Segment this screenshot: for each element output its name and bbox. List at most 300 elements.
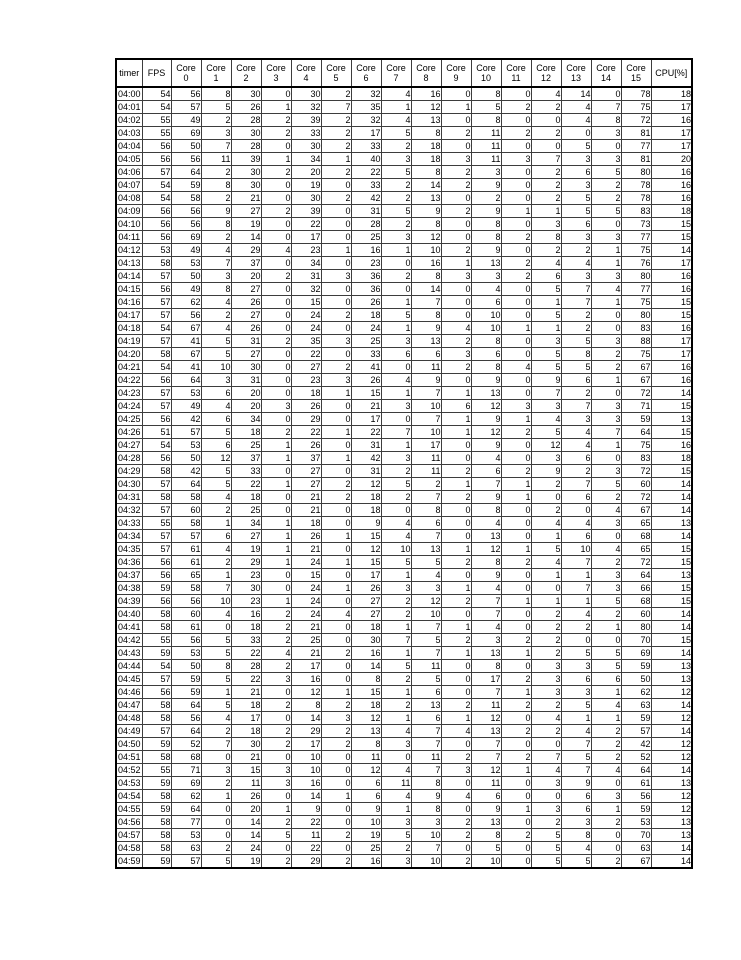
timer-cell: 04:25: [117, 414, 141, 424]
core-usage-cell: 26: [231, 101, 261, 114]
core-usage-cell: 2: [321, 87, 351, 101]
core-usage-cell: 0: [501, 738, 531, 751]
core-usage-cell: 0: [501, 452, 531, 465]
core-usage-cell: 5: [201, 673, 231, 686]
core-usage-cell: 3: [591, 270, 621, 283]
core-usage-cell: 0: [441, 114, 471, 127]
core-usage-cell: 5: [381, 660, 411, 673]
table-row: [116, 166, 692, 179]
core-usage-cell: 0: [501, 166, 531, 179]
core-usage-cell: 1: [381, 803, 411, 816]
core-usage-cell: 8: [411, 309, 441, 322]
core-usage-cell: 2: [501, 751, 531, 764]
core-usage-cell: 2: [321, 127, 351, 140]
cpu-percent-cell: 14: [651, 387, 692, 400]
core-usage-cell: 3: [591, 790, 621, 803]
cpu-percent-cell: 13: [651, 413, 692, 426]
core-usage-cell: 12: [531, 439, 561, 452]
core-usage-cell: 0: [441, 608, 471, 621]
core-usage-cell: 2: [321, 309, 351, 322]
core-usage-cell: 61: [621, 777, 651, 790]
core-usage-cell: 0: [501, 374, 531, 387]
core-usage-cell: 3: [591, 569, 621, 582]
timer-cell: 04:09: [117, 206, 141, 216]
core-usage-cell: 4: [561, 517, 591, 530]
core-usage-cell: 1: [381, 621, 411, 634]
core-usage-cell: 2: [561, 621, 591, 634]
core-usage-cell: 1: [321, 244, 351, 257]
core-usage-cell: 0: [261, 231, 291, 244]
timer-cell: 04:00: [117, 89, 141, 99]
core-usage-cell: 2: [471, 192, 501, 205]
table-row: [116, 699, 692, 712]
table-row: [116, 504, 692, 517]
core-usage-cell: 3: [591, 335, 621, 348]
core-usage-cell: 56: [171, 595, 201, 608]
table-row: [116, 335, 692, 348]
core-usage-cell: 42: [351, 192, 381, 205]
core-usage-cell: 1: [381, 569, 411, 582]
cpu-percent-cell: 16: [651, 179, 692, 192]
core-usage-cell: 23: [291, 374, 321, 387]
cpu-percent-cell: 13: [651, 829, 692, 842]
core-usage-cell: 0: [261, 348, 291, 361]
core-usage-cell: 3: [561, 179, 591, 192]
core-usage-cell: 52: [171, 738, 201, 751]
core-usage-cell: 12: [351, 764, 381, 777]
core-usage-cell: 1: [201, 686, 231, 699]
core-usage-cell: 3: [321, 335, 351, 348]
timer-cell: 04:45: [117, 674, 141, 684]
core-usage-cell: 2: [501, 465, 531, 478]
core-usage-cell: 58: [171, 192, 201, 205]
core-usage-cell: 2: [591, 725, 621, 738]
core-usage-cell: 7: [561, 400, 591, 413]
core-usage-cell: 1: [501, 803, 531, 816]
core-usage-cell: 57: [171, 530, 201, 543]
core-usage-cell: 21: [231, 192, 261, 205]
core-usage-cell: 2: [201, 114, 231, 127]
core-usage-cell: 42: [171, 413, 201, 426]
core-usage-cell: 4: [471, 452, 501, 465]
cpu-percent-cell: 13: [651, 816, 692, 829]
core-usage-cell: 23: [231, 569, 261, 582]
core-usage-cell: 20: [231, 270, 261, 283]
core-usage-cell: 0: [501, 855, 531, 869]
core-usage-cell: 2: [381, 179, 411, 192]
timer-cell: 04:31: [117, 492, 141, 502]
cpu-percent-cell: 12: [651, 803, 692, 816]
header-core-2: Core 2: [231, 59, 261, 87]
core-usage-cell: 1: [501, 322, 531, 335]
core-usage-cell: 18: [411, 153, 441, 166]
core-usage-cell: 14: [291, 712, 321, 725]
core-usage-cell: 0: [501, 842, 531, 855]
cpu-percent-cell: 14: [651, 504, 692, 517]
core-usage-cell: 5: [531, 829, 561, 842]
core-usage-cell: 5: [531, 309, 561, 322]
table-row: [116, 634, 692, 647]
core-usage-cell: 49: [171, 400, 201, 413]
core-usage-cell: 10: [351, 816, 381, 829]
fps-cell: 55: [142, 127, 171, 140]
core-usage-cell: 6: [201, 530, 231, 543]
core-usage-cell: 2: [201, 166, 231, 179]
core-usage-cell: 5: [201, 855, 231, 869]
timer-cell: 04:17: [117, 310, 141, 320]
fps-cell: 54: [142, 179, 171, 192]
fps-cell: 55: [142, 517, 171, 530]
core-usage-cell: 2: [201, 556, 231, 569]
core-usage-cell: 8: [351, 673, 381, 686]
core-usage-cell: 27: [231, 530, 261, 543]
core-usage-cell: 33: [231, 634, 261, 647]
core-usage-cell: 76: [621, 257, 651, 270]
core-usage-cell: 7: [561, 582, 591, 595]
core-usage-cell: 0: [261, 387, 291, 400]
core-usage-cell: 8: [471, 335, 501, 348]
core-usage-cell: 3: [561, 231, 591, 244]
core-usage-cell: 5: [561, 855, 591, 869]
core-usage-cell: 5: [561, 192, 591, 205]
core-usage-cell: 10: [411, 855, 441, 869]
core-usage-cell: 34: [291, 257, 321, 270]
core-usage-cell: 0: [591, 87, 621, 101]
core-usage-cell: 27: [231, 283, 261, 296]
core-usage-cell: 2: [531, 179, 561, 192]
core-usage-cell: 18: [231, 621, 261, 634]
core-usage-cell: 69: [171, 777, 201, 790]
core-usage-cell: 2: [531, 608, 561, 621]
table-row: [116, 777, 692, 790]
core-usage-cell: 7: [561, 478, 591, 491]
core-usage-cell: 0: [441, 530, 471, 543]
core-usage-cell: 0: [321, 673, 351, 686]
core-usage-cell: 6: [441, 400, 471, 413]
core-usage-cell: 5: [201, 426, 231, 439]
core-usage-cell: 3: [381, 738, 411, 751]
header-core-7: Core 7: [381, 59, 411, 87]
core-usage-cell: 9: [531, 465, 561, 478]
core-usage-cell: 0: [531, 140, 561, 153]
core-usage-cell: 5: [561, 140, 591, 153]
core-usage-cell: 4: [591, 764, 621, 777]
core-usage-cell: 5: [381, 829, 411, 842]
core-usage-cell: 1: [561, 712, 591, 725]
core-usage-cell: 7: [531, 751, 561, 764]
table-row: [116, 569, 692, 582]
core-usage-cell: 0: [261, 374, 291, 387]
core-usage-cell: 18: [351, 621, 381, 634]
table-row: [116, 530, 692, 543]
core-usage-cell: 2: [261, 816, 291, 829]
cpu-percent-cell: 14: [651, 478, 692, 491]
core-usage-cell: 12: [351, 478, 381, 491]
core-usage-cell: 30: [231, 166, 261, 179]
core-usage-cell: 1: [321, 387, 351, 400]
core-usage-cell: 3: [531, 335, 561, 348]
core-usage-cell: 18: [351, 491, 381, 504]
core-usage-cell: 68: [621, 595, 651, 608]
cpu-percent-cell: 15: [651, 218, 692, 231]
core-usage-cell: 13: [351, 725, 381, 738]
core-usage-cell: 17: [291, 660, 321, 673]
core-usage-cell: 2: [261, 621, 291, 634]
core-usage-cell: 1: [501, 205, 531, 218]
core-usage-cell: 3: [471, 634, 501, 647]
core-usage-cell: 58: [171, 491, 201, 504]
core-usage-cell: 63: [621, 842, 651, 855]
core-usage-cell: 6: [561, 374, 591, 387]
fps-cell: 54: [142, 87, 171, 101]
core-usage-cell: 5: [561, 361, 591, 374]
cpu-percent-cell: 12: [651, 712, 692, 725]
fps-cell: 56: [142, 153, 171, 166]
fps-cell: 57: [142, 309, 171, 322]
core-usage-cell: 8: [291, 699, 321, 712]
core-usage-cell: 2: [531, 725, 561, 738]
core-usage-cell: 0: [501, 179, 531, 192]
cpu-percent-cell: 16: [651, 283, 692, 296]
core-usage-cell: 9: [561, 777, 591, 790]
core-usage-cell: 0: [381, 361, 411, 374]
core-usage-cell: 17: [351, 413, 381, 426]
fps-cell: 57: [142, 543, 171, 556]
core-usage-cell: 22: [231, 478, 261, 491]
core-usage-cell: 6: [561, 218, 591, 231]
core-usage-cell: 0: [321, 634, 351, 647]
core-usage-cell: 5: [471, 842, 501, 855]
core-usage-cell: 50: [171, 452, 201, 465]
core-usage-cell: 3: [531, 686, 561, 699]
core-usage-cell: 59: [621, 660, 651, 673]
core-usage-cell: 4: [441, 790, 471, 803]
cpu-percent-cell: 18: [651, 205, 692, 218]
core-usage-cell: 75: [621, 439, 651, 452]
core-usage-cell: 26: [231, 790, 261, 803]
core-usage-cell: 5: [381, 166, 411, 179]
core-usage-cell: 0: [501, 621, 531, 634]
core-usage-cell: 0: [441, 192, 471, 205]
core-usage-cell: 5: [591, 647, 621, 660]
core-usage-cell: 1: [591, 686, 621, 699]
core-usage-cell: 7: [591, 101, 621, 114]
core-usage-cell: 6: [471, 348, 501, 361]
core-usage-cell: 83: [621, 322, 651, 335]
table-row: [116, 751, 692, 764]
core-usage-cell: 2: [531, 478, 561, 491]
core-usage-cell: 0: [321, 465, 351, 478]
timer-cell: 04:42: [117, 635, 141, 645]
cpu-percent-cell: 18: [651, 452, 692, 465]
core-usage-cell: 4: [201, 400, 231, 413]
core-usage-cell: 61: [171, 556, 201, 569]
core-usage-cell: 52: [621, 751, 651, 764]
core-usage-cell: 24: [291, 582, 321, 595]
core-usage-cell: 31: [351, 439, 381, 452]
core-usage-cell: 1: [381, 101, 411, 114]
core-usage-cell: 5: [561, 647, 591, 660]
core-usage-cell: 2: [381, 608, 411, 621]
cpu-percent-cell: 15: [651, 582, 692, 595]
core-usage-cell: 9: [471, 413, 501, 426]
core-usage-cell: 61: [171, 543, 201, 556]
fps-cell: 54: [142, 322, 171, 335]
core-usage-cell: 2: [501, 231, 531, 244]
timer-cell: 04:39: [117, 596, 141, 606]
core-usage-cell: 4: [201, 244, 231, 257]
core-usage-cell: 3: [561, 816, 591, 829]
core-usage-cell: 0: [561, 504, 591, 517]
core-usage-cell: 64: [171, 803, 201, 816]
core-usage-cell: 0: [261, 218, 291, 231]
cpu-percent-cell: 17: [651, 127, 692, 140]
core-usage-cell: 9: [471, 179, 501, 192]
core-usage-cell: 25: [291, 634, 321, 647]
core-usage-cell: 30: [231, 361, 261, 374]
core-usage-cell: 2: [501, 673, 531, 686]
core-usage-cell: 2: [261, 855, 291, 869]
header-core-1: Core 1: [201, 59, 231, 87]
core-usage-cell: 2: [441, 634, 471, 647]
core-usage-cell: 1: [501, 543, 531, 556]
core-usage-cell: 75: [621, 296, 651, 309]
core-usage-cell: 26: [351, 374, 381, 387]
core-usage-cell: 32: [351, 114, 381, 127]
core-usage-cell: 12: [201, 452, 231, 465]
core-usage-cell: 0: [261, 140, 291, 153]
core-usage-cell: 1: [591, 374, 621, 387]
fps-cell: 56: [142, 374, 171, 387]
core-usage-cell: 5: [531, 842, 561, 855]
fps-cell: 58: [142, 829, 171, 842]
core-usage-cell: 4: [201, 543, 231, 556]
core-usage-cell: 9: [471, 491, 501, 504]
core-usage-cell: 9: [201, 205, 231, 218]
cpu-percent-cell: 16: [651, 439, 692, 452]
core-usage-cell: 0: [261, 257, 291, 270]
core-usage-cell: 1: [441, 101, 471, 114]
core-usage-cell: 33: [351, 179, 381, 192]
table-row: [116, 114, 692, 127]
core-usage-cell: 6: [411, 348, 441, 361]
fps-cell: 58: [142, 790, 171, 803]
table-header-row: [116, 59, 692, 87]
core-usage-cell: 0: [501, 530, 531, 543]
core-usage-cell: 7: [411, 296, 441, 309]
core-usage-cell: 53: [171, 257, 201, 270]
core-usage-cell: 10: [411, 426, 441, 439]
core-usage-cell: 1: [531, 530, 561, 543]
timer-cell: 04:11: [116, 231, 142, 244]
core-usage-cell: 78: [621, 179, 651, 192]
core-usage-cell: 0: [441, 231, 471, 244]
table-row: [116, 270, 692, 283]
core-usage-cell: 0: [441, 296, 471, 309]
core-usage-cell: 5: [591, 205, 621, 218]
core-usage-cell: 53: [171, 439, 201, 452]
core-usage-cell: 5: [531, 543, 561, 556]
cpu-percent-cell: 13: [651, 673, 692, 686]
core-usage-cell: 8: [471, 218, 501, 231]
core-usage-cell: 1: [501, 595, 531, 608]
core-usage-cell: 6: [471, 465, 501, 478]
core-usage-cell: 0: [201, 621, 231, 634]
table-row: [116, 712, 692, 725]
core-usage-cell: 49: [171, 244, 201, 257]
core-usage-cell: 3: [381, 452, 411, 465]
core-usage-cell: 13: [411, 543, 441, 556]
core-usage-cell: 9: [531, 374, 561, 387]
timer-cell: 04:22: [117, 375, 141, 385]
core-usage-cell: 88: [621, 335, 651, 348]
core-usage-cell: 5: [561, 751, 591, 764]
core-usage-cell: 7: [531, 387, 561, 400]
core-usage-cell: 26: [231, 322, 261, 335]
core-usage-cell: 0: [321, 283, 351, 296]
core-usage-cell: 1: [501, 764, 531, 777]
core-usage-cell: 67: [171, 322, 201, 335]
table-row: [116, 582, 692, 595]
table-row: [116, 647, 692, 660]
core-usage-cell: 5: [471, 101, 501, 114]
core-usage-cell: 12: [471, 543, 501, 556]
core-usage-cell: 0: [381, 283, 411, 296]
table-row: [116, 101, 692, 114]
core-usage-cell: 15: [351, 556, 381, 569]
core-usage-cell: 1: [441, 257, 471, 270]
core-usage-cell: 3: [471, 270, 501, 283]
fps-cell: 57: [142, 530, 171, 543]
table-row: [116, 517, 692, 530]
core-usage-cell: 1: [321, 790, 351, 803]
core-usage-cell: 7: [381, 634, 411, 647]
core-usage-cell: 42: [171, 465, 201, 478]
core-usage-cell: 10: [411, 400, 441, 413]
table-row: [116, 387, 692, 400]
core-usage-cell: 56: [171, 309, 201, 322]
core-usage-cell: 1: [531, 205, 561, 218]
core-usage-cell: 4: [381, 374, 411, 387]
table-row: [116, 244, 692, 257]
core-usage-cell: 2: [261, 335, 291, 348]
timer-cell: 04:16: [117, 297, 141, 307]
cpu-percent-cell: 16: [651, 322, 692, 335]
core-usage-cell: 6: [351, 777, 381, 790]
core-usage-cell: 5: [531, 426, 561, 439]
core-usage-cell: 0: [261, 283, 291, 296]
core-usage-cell: 7: [411, 387, 441, 400]
core-usage-cell: 1: [321, 686, 351, 699]
core-usage-cell: 13: [471, 725, 501, 738]
table-row: [116, 231, 692, 244]
core-usage-cell: 9: [411, 205, 441, 218]
core-usage-cell: 0: [321, 205, 351, 218]
fps-cell: 56: [142, 283, 171, 296]
core-usage-cell: 26: [351, 582, 381, 595]
core-usage-cell: 19: [291, 179, 321, 192]
core-usage-cell: 2: [591, 751, 621, 764]
fps-cell: 57: [142, 400, 171, 413]
core-usage-cell: 2: [591, 556, 621, 569]
core-usage-cell: 1: [261, 101, 291, 114]
core-usage-cell: 20: [231, 803, 261, 816]
core-usage-cell: 2: [381, 140, 411, 153]
core-usage-cell: 2: [261, 270, 291, 283]
table-row: [116, 686, 692, 699]
core-usage-cell: 22: [291, 842, 321, 855]
cpu-percent-cell: 17: [651, 257, 692, 270]
